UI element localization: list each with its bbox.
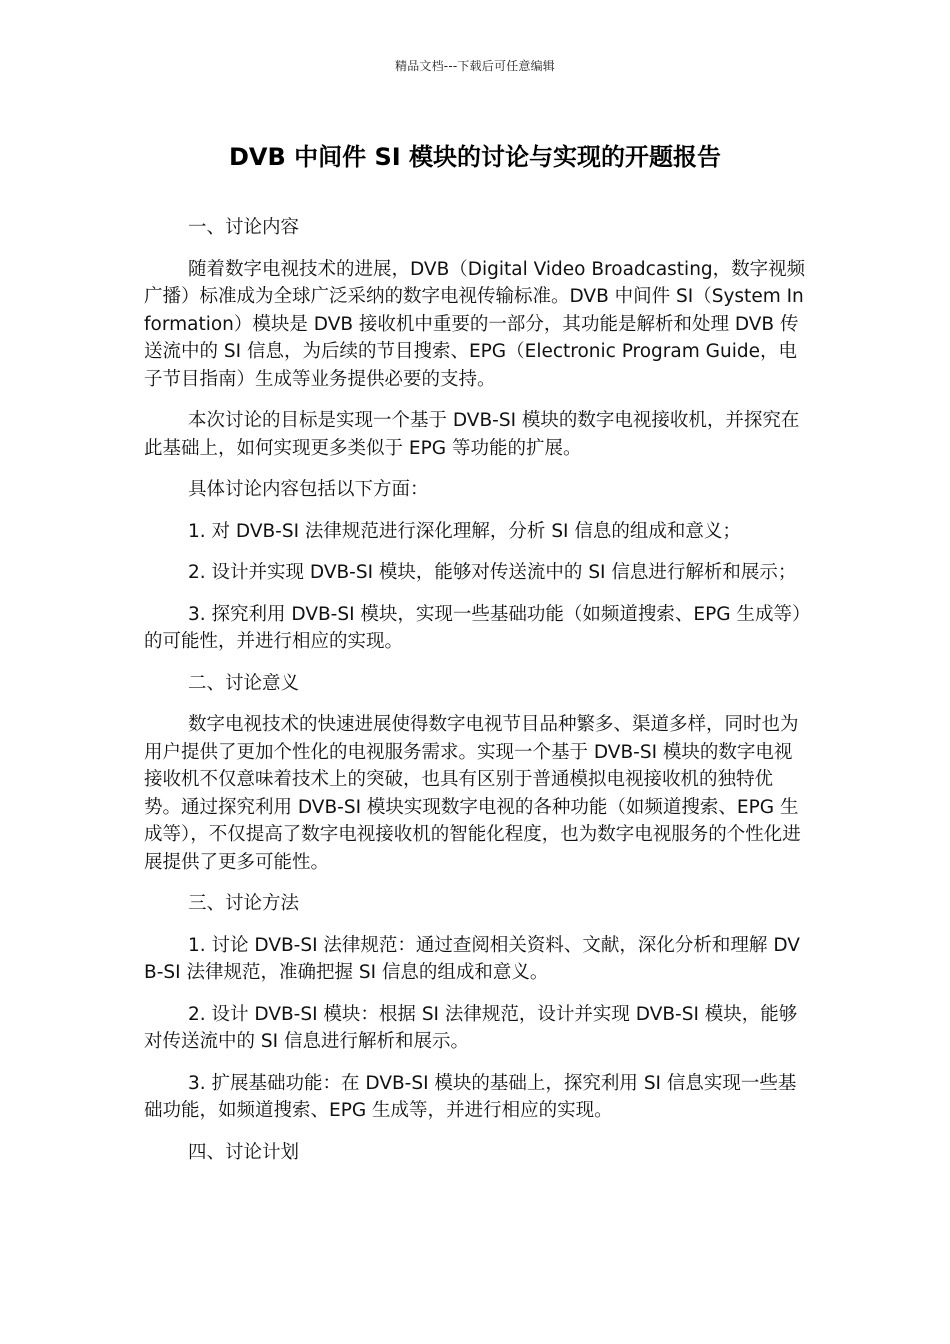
list-item: 3. 扩展基础功能：在 DVB-SI 模块的基础上，探究利用 SI 信息实现一些基础功能，如频道搜索、EPG 生成等，并进行相应的实现。 xyxy=(144,1072,797,1121)
paragraph: 具体讨论内容包括以下方面： xyxy=(188,479,429,500)
document-title: DVB 中间件 SI 模块的讨论与实现的开题报告 xyxy=(228,143,722,171)
list-item: 1. 对 DVB-SI 法律规范进行深化理解，分析 SI 信息的组成和意义； xyxy=(188,520,741,542)
paragraph: 本次讨论的目标是实现一个基于 DVB-SI 模块的数字电视接收机，并探究在此基础上，如何实现更多类似于 EPG 等功能的扩展。 xyxy=(144,410,800,459)
document-body xyxy=(144,214,806,1180)
section-heading: 一、讨论内容 xyxy=(188,217,300,238)
section-heading: 二、讨论意义 xyxy=(188,672,300,694)
section-heading: 四、讨论计划 xyxy=(188,1141,300,1163)
section-research-content xyxy=(144,214,806,656)
section-research-methods xyxy=(144,890,806,1125)
section-research-plan xyxy=(144,1139,806,1167)
list-item: 2. 设计 DVB-SI 模块：根据 SI 法律规范，设计并实现 DVB-SI 模块，能够对传送流中的 SI 信息进行解析和展示。 xyxy=(144,1003,798,1052)
paragraph: 随着数字电视技术的进展，DVB（Digital Video Broadcasting，数字视频广播）标准成为全球广泛采纳的数字电视传输标准。DVB 中间件 SI（System Information）模块是 DVB 接收机中重要的一部分，其功能是解析和处理 DVB 传送流中的 SI 信息，为后续的节目搜索、EPG（Electronic Program Guide，电子节目指南）生成等业务提供必要的支持。 xyxy=(144,258,806,390)
list-item: 2. 设计并实现 DVB-SI 模块，能够对传送流中的 SI 信息进行解析和展示； xyxy=(188,562,797,583)
list-item: 3. 探究利用 DVB-SI 模块，实现一些基础功能（如频道搜索、EPG 生成等）的可能性，并进行相应的实现。 xyxy=(144,603,802,652)
header-note: 精品文档---下载后可任意编辑 xyxy=(395,59,555,73)
paragraph: 数字电视技术的快速进展使得数字电视节目品种繁多、渠道多样，同时也为用户提供了更加个性化的电视服务需求。实现一个基于 DVB-SI 模块的数字电视接收机不仅意味着技术上的突破，也具有区别于普通模拟电视接收机的独特优势。通过探究利用 DVB-SI 模块实现数字电视的各种功能（如频道搜索、EPG 生成等），不仅提高了数字电视接收机的智能化程度，也为数字电视服务的个性化进展提供了更多可能性。 xyxy=(144,714,801,873)
section-heading: 三、讨论方法 xyxy=(188,893,300,914)
list-item: 1. 讨论 DVB-SI 法律规范：通过查阅相关资料、文献，深化分析和理解 DVB-SI 法律规范，准确把握 SI 信息的组成和意义。 xyxy=(144,934,800,983)
section-research-significance xyxy=(144,670,806,877)
